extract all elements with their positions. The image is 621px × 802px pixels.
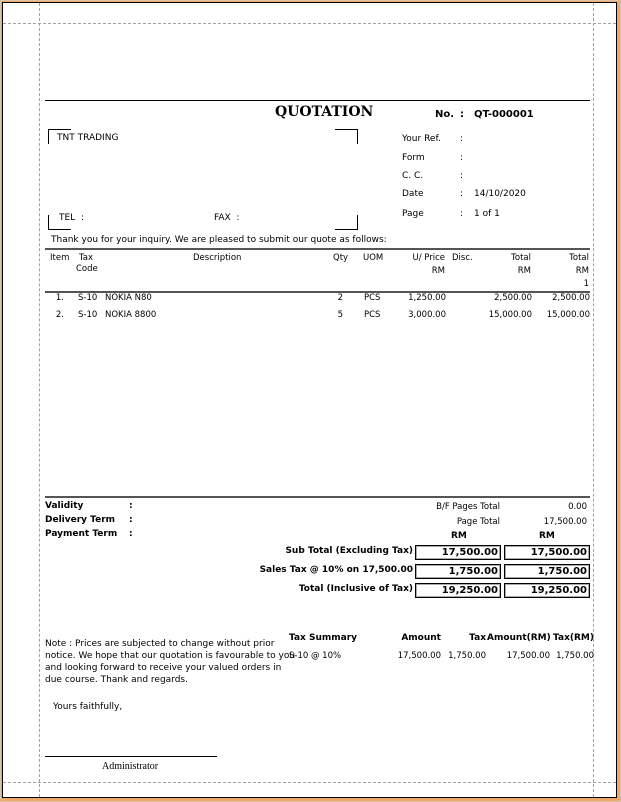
margin-guide-left	[39, 3, 40, 797]
cell-uprice: 3,000.00	[408, 310, 446, 320]
tax-summary-tax: 1,750.00	[448, 651, 486, 661]
note-line: Note : Prices are subjected to change without prior	[45, 639, 275, 649]
tax-summary-code: S-10 @ 10%	[289, 651, 342, 661]
margin-guide-top	[3, 23, 616, 24]
tel-colon: :	[80, 213, 84, 223]
tax-header: Tax	[469, 633, 486, 643]
col-qty: Qty	[333, 253, 349, 263]
term-label: Payment Term	[45, 529, 118, 539]
fax-label-text: FAX	[214, 213, 231, 223]
term-colon: :	[129, 515, 133, 525]
cell-uprice: 1,250.00	[408, 293, 446, 303]
note-line: notice. We hope that our quotation is favourable to you	[45, 651, 296, 661]
header-rule	[45, 100, 590, 101]
cell-item: 1.	[55, 293, 64, 303]
summary-value-2: 1,750.00	[504, 564, 590, 579]
margin-guide-right	[593, 3, 594, 797]
page-total-label: Page Total	[456, 517, 500, 527]
info-colon: :	[460, 134, 464, 144]
info-label: Page	[402, 209, 424, 219]
info-colon: :	[460, 189, 464, 199]
cell-total1: 2,500.00	[552, 293, 590, 303]
col-total-1: Total	[511, 253, 531, 263]
col-item: Item	[50, 253, 70, 263]
cell-total: 15,000.00	[488, 310, 532, 320]
tel-label-text: TEL	[59, 213, 76, 223]
cell-item: 2.	[55, 310, 64, 320]
info-colon: :	[460, 209, 464, 219]
customer-name: TNT TRADING	[57, 133, 119, 143]
info-label: Date	[402, 189, 424, 199]
signature-line	[45, 756, 217, 757]
tax-amount-header: Amount	[401, 633, 441, 643]
fax-label	[214, 213, 239, 223]
table-row	[3, 310, 603, 326]
col-uprice-2: RM	[431, 266, 445, 276]
report-page	[2, 2, 617, 798]
cell-tax-code: S-10	[78, 310, 98, 320]
col-total1-3: 1	[583, 279, 589, 289]
tax-summary-header: Tax Summary	[289, 633, 358, 643]
table-top-rule	[45, 248, 590, 250]
info-colon: :	[460, 171, 464, 181]
margin-guide-bottom	[3, 782, 616, 783]
tel-label	[59, 213, 84, 223]
cell-qty: 2	[337, 293, 343, 303]
col-disc: Disc.	[452, 253, 473, 263]
tax-summary-amount-rm: 17,500.00	[506, 651, 550, 661]
tax-summary-amount: 17,500.00	[397, 651, 441, 661]
summary-value-1: 19,250.00	[415, 583, 501, 598]
page-total-value: 17,500.00	[543, 517, 587, 527]
fax-colon: :	[236, 213, 240, 223]
note-line: and looking forward to receive your valued orders in	[45, 663, 282, 673]
address-corner-tr	[335, 129, 358, 144]
note-line: due course. Thank and regards.	[45, 675, 188, 685]
document-title: QUOTATION	[275, 104, 374, 120]
info-label: Form	[402, 153, 425, 163]
term-label: Delivery Term	[45, 515, 116, 525]
cell-total1: 15,000.00	[546, 310, 590, 320]
cell-uom: PCS	[364, 310, 381, 320]
tax-summary-tax-rm: 1,750.00	[556, 651, 594, 661]
summary-label: Total (Inclusive of Tax)	[298, 584, 413, 594]
col-total1-2: RM	[575, 266, 589, 276]
cell-uom: PCS	[364, 293, 381, 303]
info-colon: :	[460, 153, 464, 163]
summary-value-1: 1,750.00	[415, 564, 501, 579]
info-value: 1 of 1	[474, 209, 500, 219]
closing-text: Yours faithfully,	[53, 702, 123, 712]
col-total1-1: Total	[569, 253, 589, 263]
summary-value-2: 17,500.00	[504, 545, 590, 560]
term-colon: :	[129, 529, 133, 539]
intro-text: Thank you for your inquiry. We are pleased to submit our quote as follows:	[51, 235, 387, 245]
number-colon: :	[460, 109, 464, 120]
col-uom: UOM	[363, 253, 384, 263]
summary-value-1: 17,500.00	[415, 545, 501, 560]
tax-rm-header: Tax(RM)	[553, 633, 594, 643]
col-tax-code-1: Tax	[79, 253, 94, 263]
cell-qty: 5	[337, 310, 343, 320]
bf-pages-total-label: B/F Pages Total	[436, 502, 500, 512]
cell-tax-code: S-10	[78, 293, 98, 303]
tax-amount-rm-header: Amount(RM)	[487, 633, 551, 643]
summary-label: Sales Tax @ 10% on 17,500.00	[259, 565, 413, 575]
summary-label: Sub Total (Excluding Tax)	[285, 546, 413, 556]
bf-pages-total-value: 0.00	[568, 502, 587, 512]
info-label: C. C.	[402, 171, 424, 181]
info-value: 14/10/2020	[474, 189, 526, 199]
col-tax-code-2: Code	[76, 264, 98, 274]
term-label: Validity	[45, 501, 84, 511]
cell-description: NOKIA N80	[105, 293, 152, 303]
currency-label-1: RM	[451, 531, 467, 541]
quotation-number: QT-000001	[474, 109, 534, 120]
cell-total: 2,500.00	[494, 293, 532, 303]
col-uprice-1: U/ Price	[412, 253, 445, 263]
table-row	[3, 293, 603, 309]
term-colon: :	[129, 501, 133, 511]
col-total-2: RM	[517, 266, 531, 276]
number-label: No.	[435, 109, 455, 120]
signatory-name: Administrator	[102, 761, 159, 772]
info-label: Your Ref.	[402, 134, 441, 144]
currency-label-2: RM	[539, 531, 555, 541]
col-description: Description	[193, 253, 242, 263]
summary-value-2: 19,250.00	[504, 583, 590, 598]
cell-description: NOKIA 8800	[105, 310, 157, 320]
address-corner-br	[335, 215, 358, 230]
table-bottom-rule	[45, 496, 590, 498]
